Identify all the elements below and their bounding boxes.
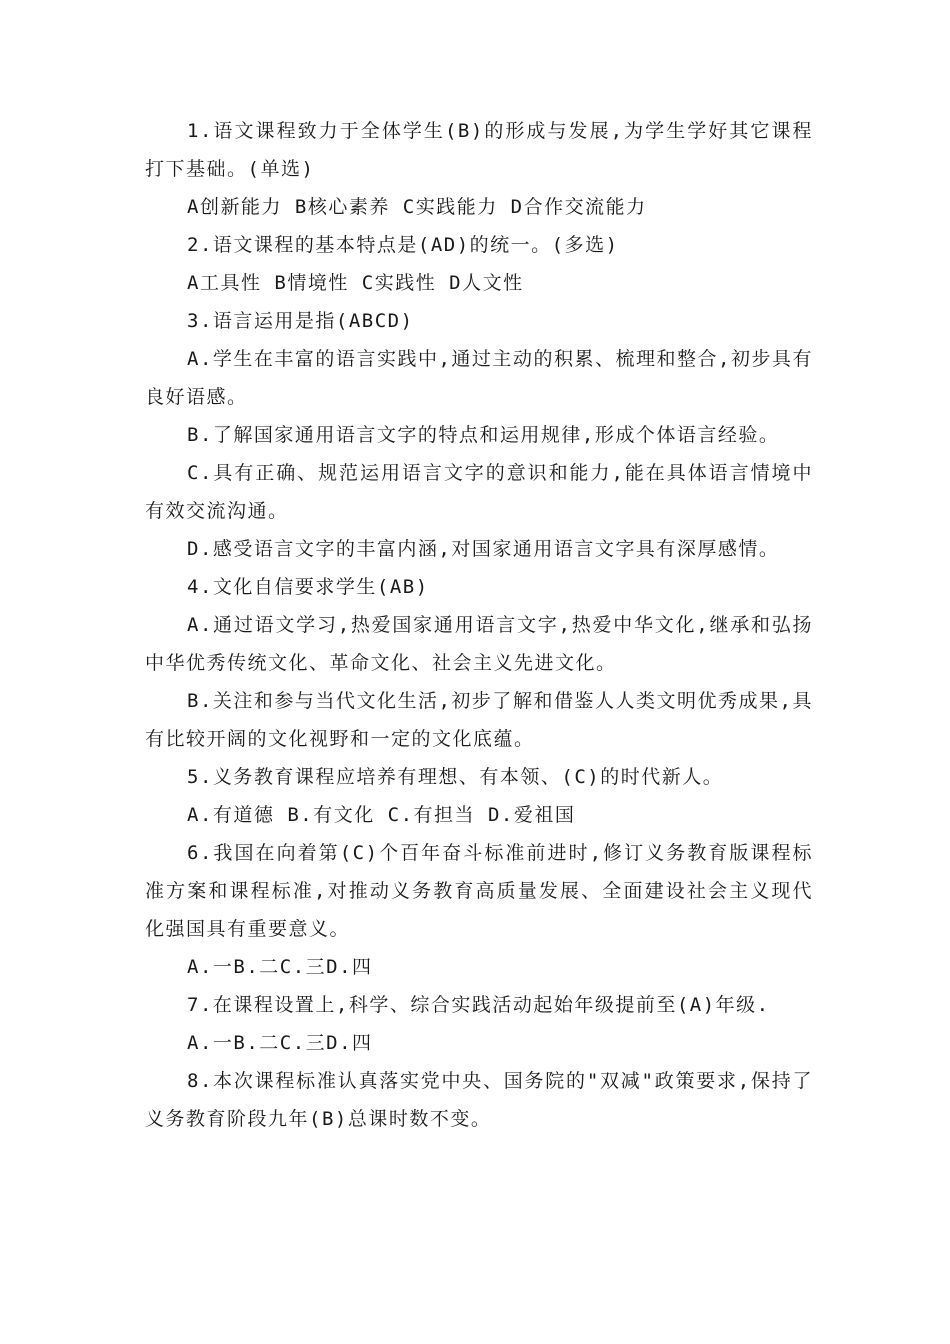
- question-3-option-b: B.了解国家通用语言文字的特点和运用规律,形成个体语言经验。: [187, 424, 780, 446]
- question-3-option-a: A.学生在丰富的语言实践中,通过主动的积累、梳理和整合,初步具有良好语感。: [145, 348, 813, 408]
- question-3-option-d: D.感受语言文字的丰富内涵,对国家通用语言文字具有深厚感情。: [187, 538, 780, 560]
- question-3-option-c: C.具有正确、规范运用语言文字的意识和能力,能在具体语言情境中有效交流沟通。: [145, 462, 813, 522]
- question-1-options: A创新能力 B核心素养 C实践能力 D合作交流能力: [187, 196, 647, 218]
- question-4-option-a: A.通过语文学习,热爱国家通用语言文字,热爱中华文化,继承和弘扬中华优秀传统文化、革命文化、社会主义先进文化。: [145, 614, 813, 674]
- question-7-stem: 7.在课程设置上,科学、综合实践活动起始年级提前至(A)年级.: [187, 994, 770, 1016]
- question-6-options: A.一B.二C.三D.四: [187, 956, 373, 978]
- question-5-options: A.有道德 B.有文化 C.有担当 D.爱祖国: [187, 804, 576, 826]
- document-body: [145, 112, 813, 1138]
- question-1-stem: 1.语文课程致力于全体学生(B)的形成与发展,为学生学好其它课程打下基础。(单选): [145, 120, 813, 180]
- question-2-options: A工具性 B情境性 C实践性 D人文性: [187, 272, 524, 294]
- question-7-options: A.一B.二C.三D.四: [187, 1032, 373, 1054]
- question-6-stem: 6.我国在向着第(C)个百年奋斗标准前进时,修订义务教育版课程标准方案和课程标准,对推动义务教育高质量发展、全面建设社会主义现代化强国具有重要意义。: [145, 842, 813, 940]
- question-8-stem: 8.本次课程标准认真落实党中央、国务院的"双减"政策要求,保持了义务教育阶段九年(B)总课时数不变。: [145, 1070, 813, 1130]
- question-5-stem: 5.义务教育课程应培养有理想、有本领、(C)的时代新人。: [187, 766, 724, 788]
- question-3-stem: 3.语言运用是指(ABCD): [187, 310, 414, 332]
- question-2-stem: 2.语文课程的基本特点是(AD)的统一。(多选): [187, 234, 619, 256]
- question-4-stem: 4.文化自信要求学生(AB): [187, 576, 429, 598]
- question-4-option-b: B.关注和参与当代文化生活,初步了解和借鉴人人类文明优秀成果,具有比较开阔的文化视野和一定的文化底蕴。: [145, 690, 813, 750]
